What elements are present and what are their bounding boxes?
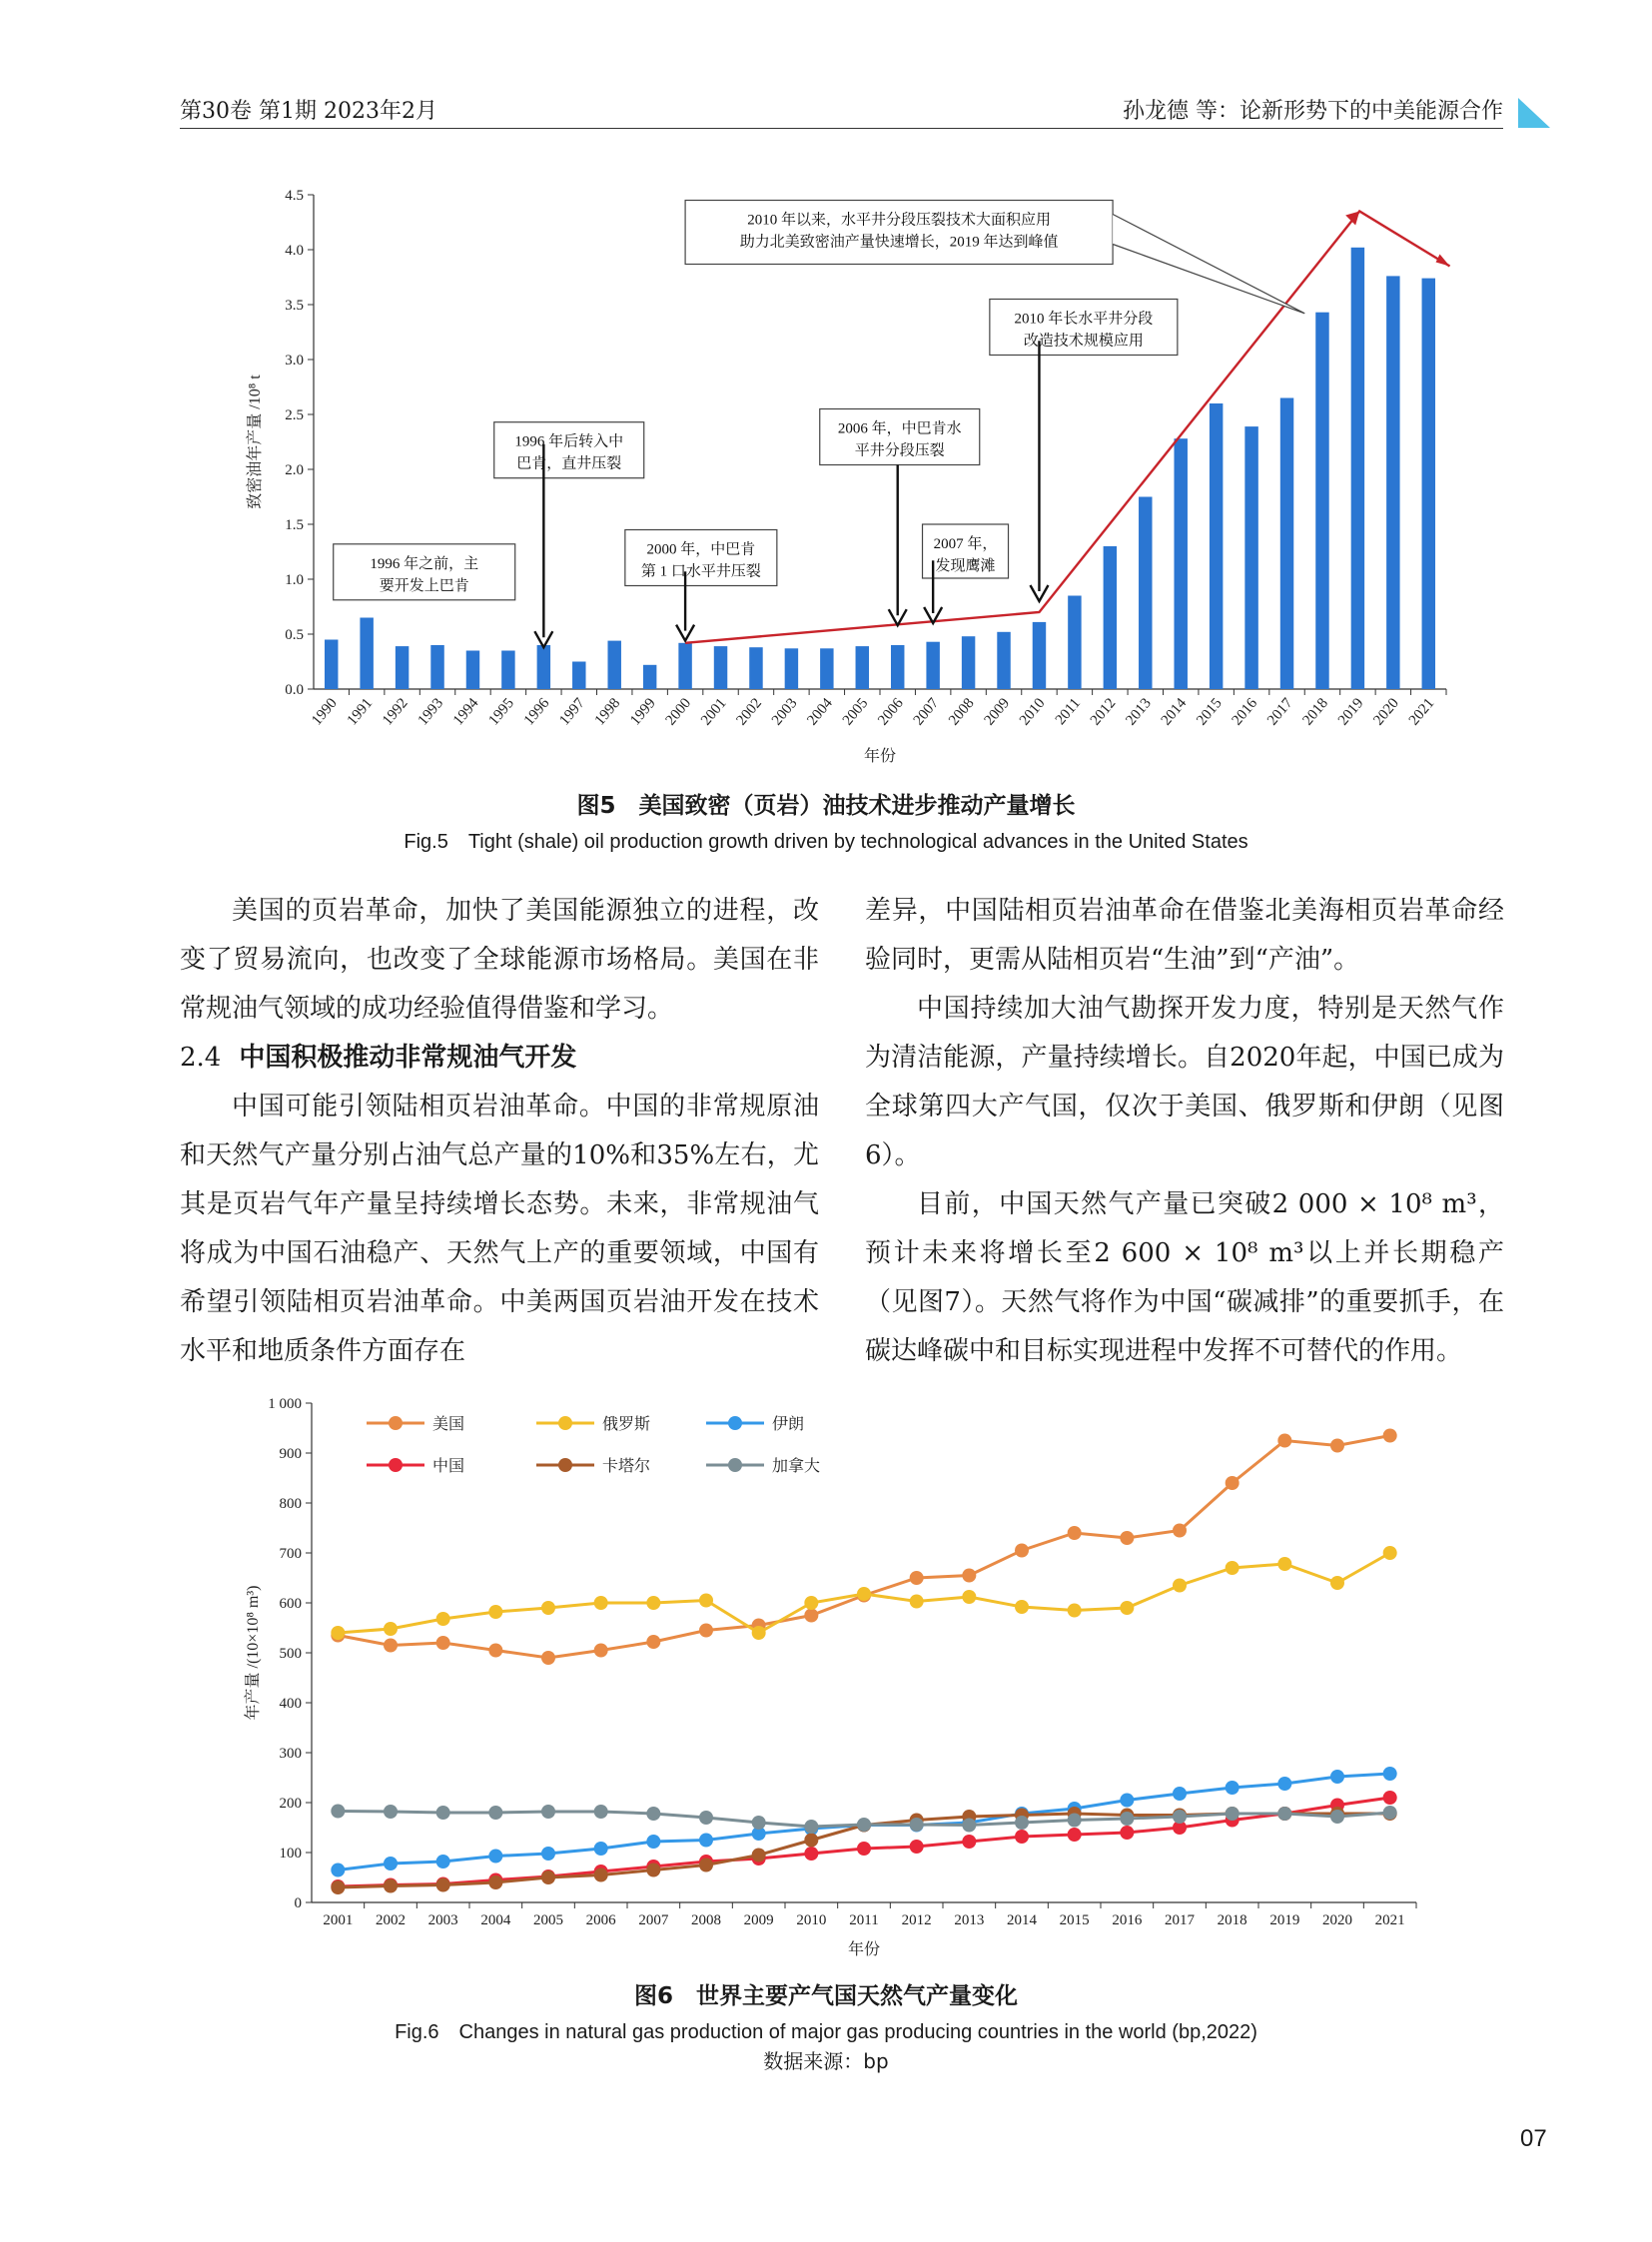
series-line xyxy=(338,1436,1389,1659)
data-point xyxy=(1173,1787,1187,1801)
x-tick-label: 2015 xyxy=(1194,695,1226,729)
annotation-text: 1996 年之前，主 xyxy=(370,555,479,572)
data-point xyxy=(1068,1604,1082,1618)
paragraph: 美国的页岩革命，加快了美国能源独立的进程，改变了贸易流向，也改变了全球能源市场格局。美国在非常规油气领域的成功经验值得借鉴和学习。 xyxy=(180,896,819,1024)
x-tick-label: 2009 xyxy=(743,1912,774,1928)
x-tick-label: 2021 xyxy=(1405,695,1438,729)
data-point xyxy=(646,1835,660,1849)
x-tick-label: 2012 xyxy=(1087,695,1120,729)
annotation-text: 2007 年， xyxy=(933,536,998,552)
y-tick-label: 400 xyxy=(279,1696,302,1712)
data-point xyxy=(1015,1544,1029,1558)
x-tick-label: 2013 xyxy=(954,1912,985,1928)
data-point xyxy=(1226,1781,1239,1795)
annotation-box xyxy=(990,300,1178,356)
annotation-frame xyxy=(685,201,1113,265)
x-tick-label: 2016 xyxy=(1112,1912,1143,1928)
data-point xyxy=(1383,1429,1397,1443)
bar xyxy=(926,642,939,689)
data-point xyxy=(594,1644,608,1658)
y-tick-label: 2.5 xyxy=(285,407,304,423)
annotation-text: 2010 年以来，水平井分段压裂技术大面积应用 xyxy=(747,212,1051,229)
x-tick-label: 2012 xyxy=(901,1912,932,1928)
data-point xyxy=(699,1624,713,1638)
x-tick-label: 2011 xyxy=(1052,695,1084,729)
bar xyxy=(1210,403,1223,689)
x-tick-label: 2007 xyxy=(638,1912,669,1928)
x-tick-label: 2004 xyxy=(804,695,836,729)
x-tick-label: 2007 xyxy=(910,695,943,729)
data-point xyxy=(436,1636,450,1650)
data-point xyxy=(488,1875,502,1889)
x-tick-label: 2003 xyxy=(768,695,801,729)
data-point xyxy=(910,1595,924,1609)
data-point xyxy=(646,1635,660,1649)
data-point xyxy=(331,1626,345,1640)
x-tick-label: 2021 xyxy=(1374,1912,1405,1928)
y-tick-label: 4.5 xyxy=(285,188,304,204)
legend-entry xyxy=(536,1457,650,1475)
bar xyxy=(749,647,762,689)
data-point xyxy=(962,1590,976,1604)
journal-issue: 第30卷 第1期 2023年2月 xyxy=(180,99,437,124)
legend-marker xyxy=(389,1458,403,1472)
data-point xyxy=(1068,1828,1082,1842)
annotation-text: 要开发上巴肯 xyxy=(379,577,469,594)
data-point xyxy=(541,1651,555,1665)
legend-marker xyxy=(389,1416,403,1430)
data-point xyxy=(1383,1791,1397,1805)
annotation-text: 巴肯，直井压裂 xyxy=(516,455,622,472)
section-number: 2.4 xyxy=(180,1043,222,1073)
x-tick-label: 2010 xyxy=(1016,695,1049,729)
bar xyxy=(501,651,514,690)
bar xyxy=(678,643,691,689)
x-tick-label: 2008 xyxy=(946,695,978,729)
y-tick-label: 0.0 xyxy=(285,682,304,698)
paragraph: 中国可能引领陆相页岩油革命。中国的非常规原油和天然气产量分别占油气总产量的10%和35%左右，尤其是页岩气年产量呈持续增长态势。未来，非常规油气将成为中国石油稳产、天然气上产的重要领域，中国有希望引领陆相页岩油革命。中美两国页岩油开发在技术水平和地质条件方面存在 xyxy=(180,1092,819,1366)
y-tick-label: 1 000 xyxy=(268,1396,302,1412)
y-tick-label: 700 xyxy=(279,1546,302,1562)
data-point xyxy=(384,1857,398,1870)
x-tick-label: 1991 xyxy=(344,695,377,729)
trend-arrow-icon xyxy=(1345,212,1359,226)
x-tick-label: 2000 xyxy=(662,695,695,729)
data-point xyxy=(804,1596,818,1610)
bar xyxy=(714,646,727,689)
legend-entry xyxy=(706,1415,804,1433)
article-title-running: 孙龙德 等：论新形势下的中美能源合作 xyxy=(1123,99,1503,124)
data-point xyxy=(436,1855,450,1868)
data-point xyxy=(752,1849,766,1863)
section-heading xyxy=(180,1034,819,1083)
x-tick-label: 2006 xyxy=(875,695,907,729)
legend-entry xyxy=(706,1457,820,1475)
bar xyxy=(1139,497,1152,690)
y-tick-label: 3.5 xyxy=(285,298,304,314)
data-point xyxy=(1120,1601,1134,1615)
x-tick-label: 1997 xyxy=(556,695,588,729)
x-tick-label: 1996 xyxy=(520,695,553,729)
bar xyxy=(396,646,409,689)
fig6-caption-en: Fig.6 Changes in natural gas production of major gas producing countries in the world (bp,2022) xyxy=(395,2021,1257,2043)
data-point xyxy=(962,1835,976,1849)
y-tick-label: 600 xyxy=(279,1596,302,1612)
right-column xyxy=(865,887,1504,1376)
data-point xyxy=(646,1807,660,1821)
data-point xyxy=(1068,1526,1082,1540)
bar xyxy=(1422,279,1435,689)
data-point xyxy=(1226,1561,1239,1575)
x-tick-label: 2006 xyxy=(585,1912,616,1928)
fig5-caption-en: Fig.5 Tight (shale) oil production growth driven by technological advances in the United States xyxy=(404,831,1248,853)
data-point xyxy=(594,1596,608,1610)
data-point xyxy=(488,1806,502,1820)
data-point xyxy=(804,1609,818,1623)
legend-label: 俄罗斯 xyxy=(602,1416,651,1433)
legend-label: 卡塔尔 xyxy=(602,1458,651,1475)
data-point xyxy=(1120,1794,1134,1808)
annotation-text: 助力北美致密油产量快速增长，2019 年达到峰值 xyxy=(739,234,1059,251)
fig5-caption-cn: 图5 美国致密（页岩）油技术进步推动产量增长 xyxy=(576,793,1076,819)
x-tick-label: 2016 xyxy=(1229,695,1261,729)
x-tick-label: 2001 xyxy=(323,1912,354,1928)
bar xyxy=(962,636,975,689)
bar xyxy=(643,665,656,689)
annotation-box xyxy=(494,422,644,478)
y-tick-label: 200 xyxy=(279,1796,302,1812)
y-tick-label: 1.0 xyxy=(285,572,304,588)
y-tick-label: 300 xyxy=(279,1746,302,1762)
annotation-text: 2006 年，中巴肯水 xyxy=(837,420,962,437)
trend-arrow-icon xyxy=(1436,255,1450,267)
y-tick-label: 2.0 xyxy=(285,462,304,478)
section-title: 中国积极推动非常规油气开发 xyxy=(239,1043,577,1073)
y-tick-label: 3.0 xyxy=(285,353,304,369)
data-point xyxy=(1383,1806,1397,1820)
x-tick-label: 2015 xyxy=(1059,1912,1090,1928)
data-point xyxy=(1015,1600,1029,1614)
data-point xyxy=(594,1842,608,1856)
bar xyxy=(466,651,479,690)
paragraph: 中国持续加大油气勘探开发力度，特别是天然气作为清洁能源，产量持续增长。自2020年起，中国已成为全球第四大产气国，仅次于美国、俄罗斯和伊朗（见图6）。 xyxy=(865,994,1504,1170)
x-tick-label: 2017 xyxy=(1165,1912,1195,1928)
y-tick-label: 0 xyxy=(294,1895,302,1911)
legend-entry xyxy=(536,1415,650,1433)
bar xyxy=(1244,426,1257,689)
data-point xyxy=(1277,1434,1291,1448)
corner-triangle-icon xyxy=(1518,98,1550,128)
annotation-text: 2000 年，中巴肯 xyxy=(646,541,756,558)
data-point xyxy=(1015,1830,1029,1844)
annotation-box xyxy=(334,544,515,600)
data-point xyxy=(1383,1767,1397,1781)
data-point xyxy=(594,1868,608,1882)
data-point xyxy=(488,1850,502,1864)
legend-marker xyxy=(728,1416,742,1430)
annotation-box xyxy=(685,201,1113,265)
bar xyxy=(360,618,373,690)
data-point xyxy=(804,1820,818,1834)
bar xyxy=(1280,398,1293,690)
data-point xyxy=(488,1644,502,1658)
data-point xyxy=(1383,1546,1397,1560)
bar xyxy=(1315,313,1328,689)
x-tick-label: 2014 xyxy=(1007,1912,1037,1928)
data-point xyxy=(962,1569,976,1583)
data-point xyxy=(804,1847,818,1861)
data-point xyxy=(331,1880,345,1894)
bar xyxy=(856,646,869,689)
annotation-text: 改造技术规模应用 xyxy=(1023,333,1144,350)
x-tick-label: 2013 xyxy=(1123,695,1155,729)
y-tick-label: 900 xyxy=(279,1446,302,1462)
legend-entry xyxy=(367,1415,464,1433)
data-point xyxy=(331,1805,345,1819)
figure-5-chart xyxy=(230,185,1468,774)
data-point xyxy=(1277,1807,1291,1821)
bar xyxy=(572,662,585,690)
data-point xyxy=(1173,1810,1187,1824)
x-tick-label: 2005 xyxy=(533,1912,563,1928)
bar xyxy=(1068,596,1081,690)
x-tick-label: 2018 xyxy=(1217,1912,1247,1928)
data-point xyxy=(541,1601,555,1615)
bar xyxy=(607,641,620,689)
x-tick-label: 2009 xyxy=(981,695,1014,729)
data-point xyxy=(384,1622,398,1636)
data-point xyxy=(331,1864,345,1877)
data-point xyxy=(384,1879,398,1893)
data-point xyxy=(436,1878,450,1892)
annotation-text: 第 1 口水平井压裂 xyxy=(640,563,761,580)
bar xyxy=(430,645,443,689)
data-point xyxy=(646,1864,660,1877)
legend-label: 美国 xyxy=(432,1416,465,1433)
data-point xyxy=(910,1571,924,1585)
paragraph: 差异，中国陆相页岩油革命在借鉴北美海相页岩革命经验同时，更需从陆相页岩“生油”到“产油”。 xyxy=(865,896,1504,975)
data-point xyxy=(436,1806,450,1820)
y-tick-label: 4.0 xyxy=(285,243,304,259)
legend-label: 中国 xyxy=(432,1458,465,1475)
trend-line xyxy=(685,212,1449,643)
fig6-caption-cn: 图6 世界主要产气国天然气产量变化 xyxy=(633,1983,1018,2009)
x-tick-label: 1994 xyxy=(449,695,482,729)
data-point xyxy=(1120,1826,1134,1840)
x-tick-label: 2017 xyxy=(1264,695,1296,729)
data-point xyxy=(1120,1531,1134,1545)
x-tick-label: 1995 xyxy=(485,695,517,729)
y-axis-label: 年产量 /(10×10⁸ m³) xyxy=(245,1585,262,1721)
x-tick-label: 2014 xyxy=(1158,695,1191,729)
annotation-box xyxy=(923,524,1009,578)
data-point xyxy=(541,1805,555,1819)
x-tick-label: 1999 xyxy=(627,695,659,729)
bar xyxy=(1174,438,1187,689)
running-header xyxy=(180,92,1503,129)
data-point xyxy=(594,1805,608,1819)
bar xyxy=(785,648,798,689)
annotation-box xyxy=(820,409,980,465)
data-point xyxy=(857,1842,871,1856)
data-point xyxy=(962,1819,976,1833)
x-tick-label: 1998 xyxy=(591,695,624,729)
data-point xyxy=(1120,1812,1134,1826)
annotation-text: 1996 年后转入中 xyxy=(514,433,624,450)
x-tick-label: 1992 xyxy=(380,695,412,729)
x-tick-label: 2019 xyxy=(1334,695,1367,729)
data-point xyxy=(699,1594,713,1608)
annotation-box xyxy=(625,530,777,586)
data-point xyxy=(384,1805,398,1819)
x-tick-label: 2001 xyxy=(698,695,730,729)
data-point xyxy=(1330,1810,1344,1824)
bar xyxy=(1386,276,1399,689)
bar xyxy=(1351,248,1364,689)
data-point xyxy=(1015,1816,1029,1830)
data-point xyxy=(1226,1807,1239,1821)
data-point xyxy=(699,1859,713,1872)
y-tick-label: 800 xyxy=(279,1496,302,1512)
legend-marker xyxy=(558,1416,572,1430)
x-tick-label: 1990 xyxy=(309,695,341,729)
bar xyxy=(820,648,833,689)
data-point xyxy=(646,1596,660,1610)
x-tick-label: 2004 xyxy=(480,1912,511,1928)
x-tick-label: 2003 xyxy=(427,1912,458,1928)
figure-6-chart xyxy=(230,1393,1468,1962)
data-point xyxy=(1068,1814,1082,1828)
x-tick-label: 1993 xyxy=(414,695,447,729)
legend-label: 伊朗 xyxy=(772,1416,805,1433)
data-point xyxy=(910,1840,924,1854)
data-point xyxy=(1226,1476,1239,1490)
y-axis-label: 致密油年产量 /10⁸ t xyxy=(247,374,264,509)
data-point xyxy=(910,1818,924,1832)
x-tick-label: 2018 xyxy=(1299,695,1332,729)
data-point xyxy=(541,1847,555,1861)
data-point xyxy=(752,1816,766,1830)
x-tick-label: 2020 xyxy=(1322,1912,1352,1928)
left-column xyxy=(180,887,819,1376)
data-point xyxy=(1173,1579,1187,1593)
bar xyxy=(1033,622,1046,689)
data-point xyxy=(436,1612,450,1626)
data-point xyxy=(857,1818,871,1832)
data-point xyxy=(488,1605,502,1619)
y-tick-label: 500 xyxy=(279,1646,302,1662)
legend-entry xyxy=(367,1457,464,1475)
bar xyxy=(325,640,338,690)
page-number: 07 xyxy=(1520,2125,1547,2152)
x-tick-label: 2008 xyxy=(691,1912,721,1928)
annotation-text: 2010 年长水平井分段 xyxy=(1014,311,1154,328)
x-tick-label: 2019 xyxy=(1269,1912,1300,1928)
data-point xyxy=(1330,1770,1344,1784)
bar xyxy=(891,645,904,689)
data-point xyxy=(699,1834,713,1848)
data-point xyxy=(1330,1576,1344,1590)
y-tick-label: 0.5 xyxy=(285,627,304,643)
x-axis-label: 年份 xyxy=(863,748,897,765)
data-point xyxy=(857,1587,871,1601)
bar xyxy=(997,632,1010,689)
annotation-text: 平井分段压裂 xyxy=(854,442,945,459)
data-point xyxy=(384,1639,398,1653)
legend-marker xyxy=(558,1458,572,1472)
data-point xyxy=(1277,1557,1291,1571)
data-point xyxy=(1330,1439,1344,1453)
x-tick-label: 2020 xyxy=(1370,695,1402,729)
x-tick-label: 2005 xyxy=(839,695,872,729)
bar xyxy=(1104,546,1117,689)
data-point xyxy=(804,1834,818,1848)
data-point xyxy=(1173,1524,1187,1538)
x-axis-label: 年份 xyxy=(847,1941,881,1958)
fig6-source: 数据来源：bp xyxy=(763,2049,889,2073)
annotation-text: 发现鹰滩 xyxy=(935,558,996,574)
y-tick-label: 1.5 xyxy=(285,517,304,533)
bar xyxy=(537,645,550,689)
x-tick-label: 2002 xyxy=(376,1912,406,1928)
x-tick-label: 2011 xyxy=(849,1912,879,1928)
data-point xyxy=(1277,1777,1291,1791)
y-tick-label: 100 xyxy=(279,1846,302,1862)
x-tick-label: 2010 xyxy=(796,1912,827,1928)
paragraph: 目前，中国天然气产量已突破2 000 × 10⁸ m³，预计未来将增长至2 600 × 10⁸ m³以上并长期稳产（见图7）。天然气将作为中国“碳减排”的重要抓手，在碳达峰碳中和目标实现进程中发挥不可替代的作用。 xyxy=(865,1189,1504,1366)
x-tick-label: 2002 xyxy=(733,695,766,729)
data-point xyxy=(699,1811,713,1825)
data-point xyxy=(752,1626,766,1640)
legend-marker xyxy=(728,1458,742,1472)
legend-label: 加拿大 xyxy=(772,1458,821,1475)
data-point xyxy=(541,1870,555,1884)
